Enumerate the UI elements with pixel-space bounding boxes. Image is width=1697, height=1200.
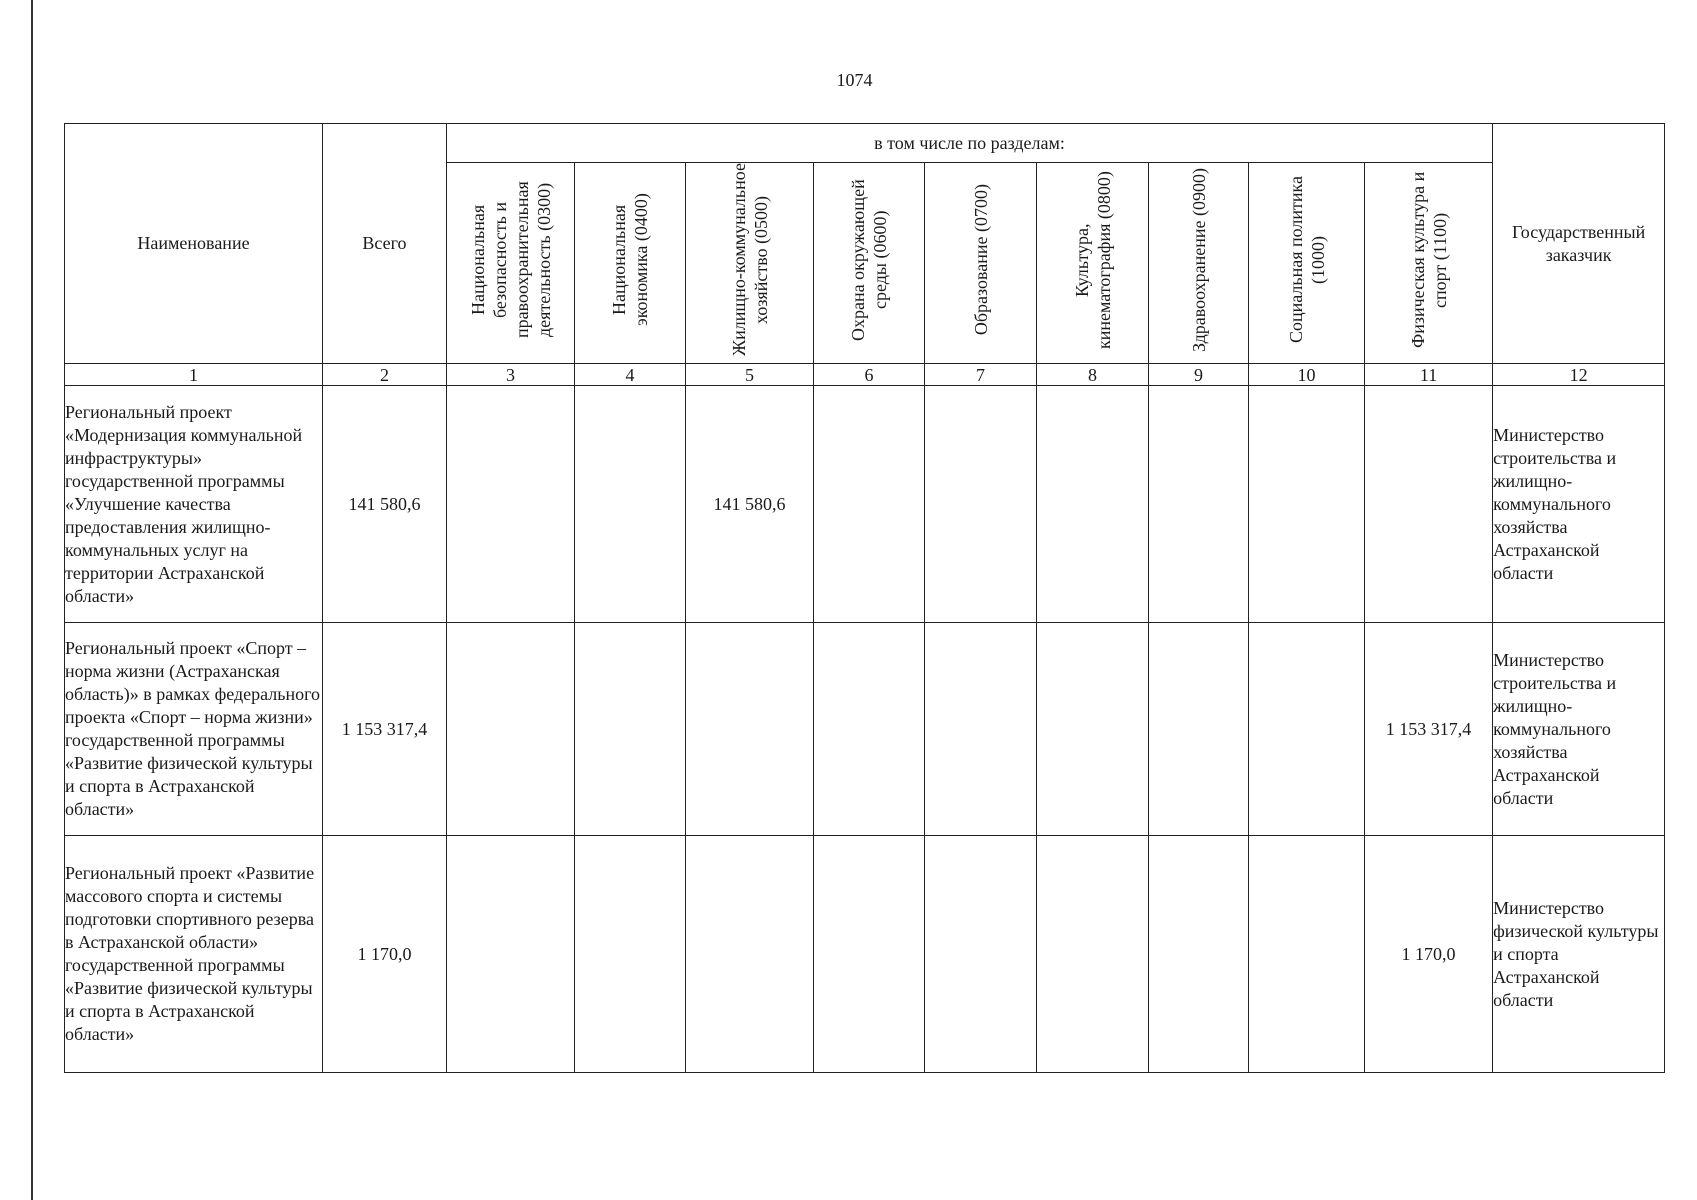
project-name: Региональный проект «Развитие массового спорта и системы подготовки спортивного резерва в Астраханской области» государственной программы «Развитие физической культуры и спорта в Астраханской области» xyxy=(65,836,323,1073)
column-number: 6 xyxy=(814,364,925,386)
header-section-0600 xyxy=(814,163,925,364)
column-number: 3 xyxy=(447,364,575,386)
table-row xyxy=(65,386,1665,623)
section-1000-value xyxy=(1249,623,1365,836)
header-section-0800 xyxy=(1037,163,1149,364)
section-0500-value xyxy=(686,836,814,1073)
section-0900-value xyxy=(1149,836,1249,1073)
section-0400-value xyxy=(575,386,686,623)
header-customer: Государственный заказчик xyxy=(1493,124,1665,364)
header-total: Всего xyxy=(323,124,447,364)
header-section-label: Культура, кинематография (0800) xyxy=(1071,171,1114,349)
section-0300-value xyxy=(447,836,575,1073)
header-section-label: Физическая культура и спорт (1100) xyxy=(1407,171,1450,349)
header-section-label: Национальная экономика (0400) xyxy=(609,193,651,327)
project-name: Региональный проект «Спорт – норма жизни (Астраханская область)» в рамках федерального проекта «Спорт – норма жизни» государственной программы «Развитие физической культуры и спорта в Астраханской области» xyxy=(65,623,323,836)
header-section-label: Здравоохранение (0900) xyxy=(1188,168,1209,352)
header-row-top xyxy=(65,124,1665,163)
section-0700-value xyxy=(925,623,1037,836)
section-0700-value xyxy=(925,386,1037,623)
column-number-row xyxy=(65,364,1665,386)
section-0800-value xyxy=(1037,386,1149,623)
project-name: Региональный проект «Модернизация коммунальной инфраструктуры» государственной программы «Улучшение качества предоставления жилищно-коммунальных услуг на территории Астраханской области» xyxy=(65,386,323,623)
section-0800-value xyxy=(1037,836,1149,1073)
section-1100-value: 1 170,0 xyxy=(1365,836,1493,1073)
header-section-1000 xyxy=(1249,163,1365,364)
section-1100-value xyxy=(1365,386,1493,623)
column-number: 2 xyxy=(323,364,447,386)
section-0300-value xyxy=(447,386,575,623)
section-0500-value: 141 580,6 xyxy=(686,386,814,623)
header-section-0300 xyxy=(447,163,575,364)
section-1000-value xyxy=(1249,836,1365,1073)
column-number: 9 xyxy=(1149,364,1249,386)
section-0600-value xyxy=(814,386,925,623)
header-section-0900 xyxy=(1149,163,1249,364)
section-0400-value xyxy=(575,836,686,1073)
header-sections-group: в том числе по разделам: xyxy=(447,124,1493,163)
section-0900-value xyxy=(1149,386,1249,623)
section-0600-value xyxy=(814,836,925,1073)
column-number: 7 xyxy=(925,364,1037,386)
total-value: 141 580,6 xyxy=(323,386,447,623)
header-section-label: Образование (0700) xyxy=(970,184,991,336)
header-section-0500 xyxy=(686,163,814,364)
customer-name: Министерство физической культуры и спорта Астраханской области xyxy=(1493,836,1665,1073)
section-0900-value xyxy=(1149,623,1249,836)
table-row xyxy=(65,836,1665,1073)
section-1000-value xyxy=(1249,386,1365,623)
header-name: Наименование xyxy=(65,124,323,364)
header-section-1100 xyxy=(1365,163,1493,364)
header-section-label: Социальная политика (1000) xyxy=(1285,176,1328,344)
column-number: 8 xyxy=(1037,364,1149,386)
section-0800-value xyxy=(1037,623,1149,836)
column-number: 5 xyxy=(686,364,814,386)
header-section-label: Национальная безопасность и правоохранительная деятельность (0300) xyxy=(467,181,554,339)
column-number: 1 xyxy=(65,364,323,386)
page-binding-line xyxy=(31,0,33,1200)
header-section-label: Жилищно-коммунальное хозяйство (0500) xyxy=(728,163,771,357)
section-0700-value xyxy=(925,836,1037,1073)
column-number: 10 xyxy=(1249,364,1365,386)
header-section-0700 xyxy=(925,163,1037,364)
page-number: 1074 xyxy=(836,70,873,90)
section-0600-value xyxy=(814,623,925,836)
customer-name: Министерство строительства и жилищно-коммунального хозяйства Астраханской области xyxy=(1493,386,1665,623)
section-1100-value: 1 153 317,4 xyxy=(1365,623,1493,836)
section-0300-value xyxy=(447,623,575,836)
column-number: 11 xyxy=(1365,364,1493,386)
total-value: 1 170,0 xyxy=(323,836,447,1073)
section-0400-value xyxy=(575,623,686,836)
section-0500-value xyxy=(686,623,814,836)
column-number: 4 xyxy=(575,364,686,386)
header-section-0400 xyxy=(575,163,686,364)
customer-name: Министерство строительства и жилищно-коммунального хозяйства Астраханской области xyxy=(1493,623,1665,836)
header-section-label: Охрана окружающей среды (0600) xyxy=(848,179,890,341)
total-value: 1 153 317,4 xyxy=(323,623,447,836)
budget-table xyxy=(64,123,1665,1073)
table-row xyxy=(65,623,1665,836)
column-number: 12 xyxy=(1493,364,1665,386)
